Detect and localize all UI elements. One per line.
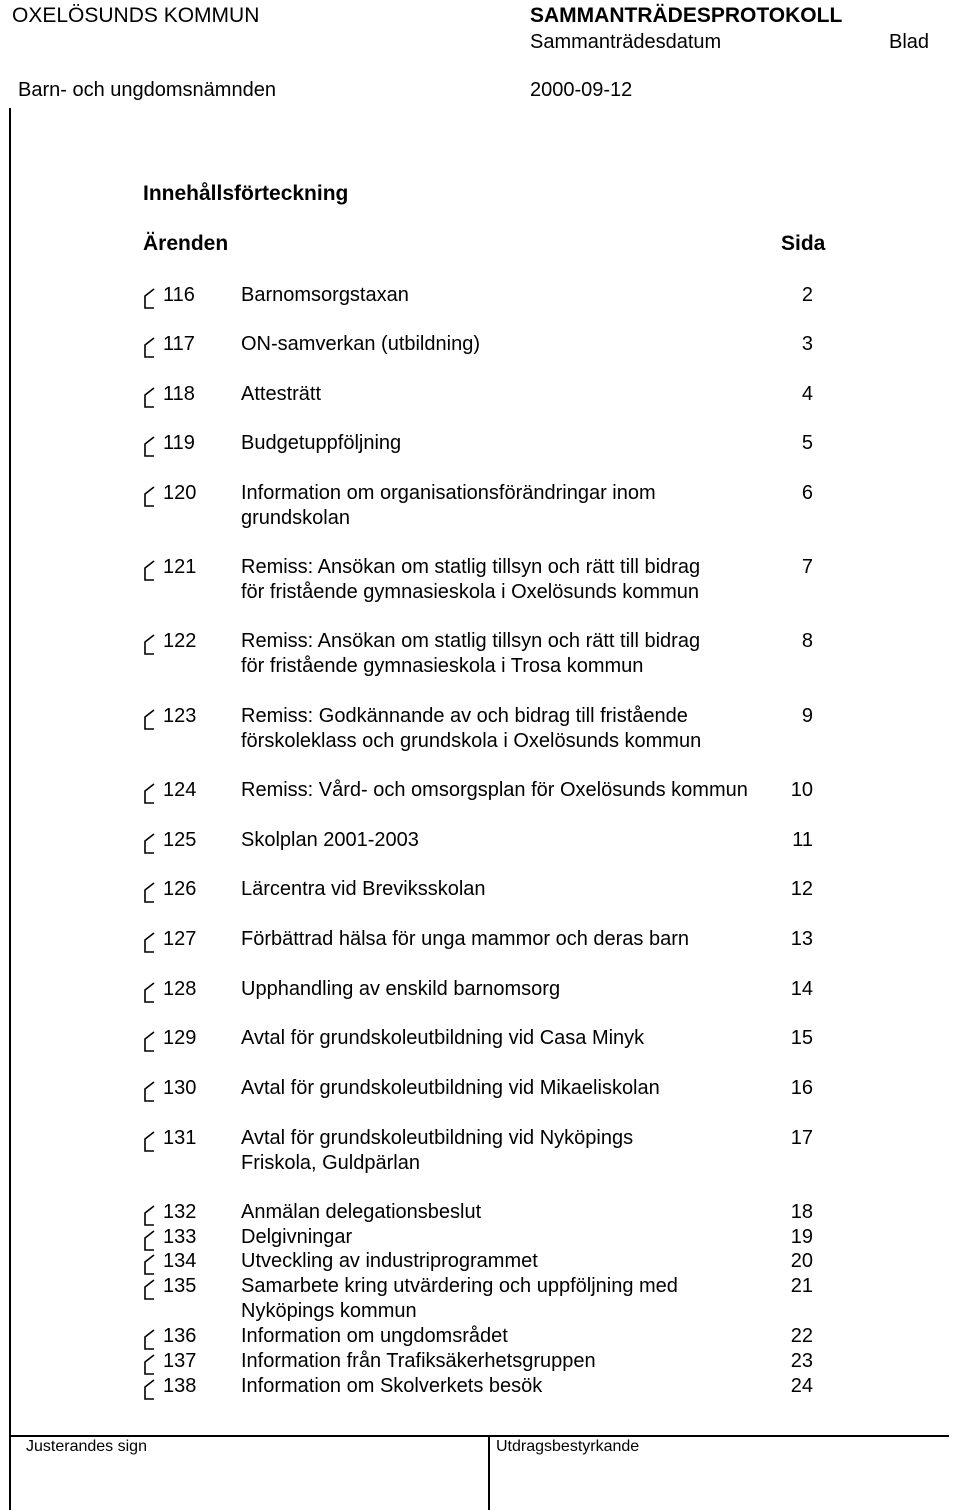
item-title-line: Friskola, Guldpärlan [241,1152,420,1174]
section-mark-icon [143,982,155,1004]
item-number: 131 [163,1127,197,1149]
section-mark-icon [143,1230,155,1252]
item-page-number: 4 [801,383,813,405]
item-title [241,431,786,456]
item-title-line: Lärcentra vid Breviksskolan [241,878,486,900]
item-title-line: Attesträtt [241,383,322,405]
item-page-number: 12 [790,878,813,900]
item-title [241,1324,786,1349]
item-title-line: förskoleklass och grundskola i Oxelösunds kommun [241,730,702,752]
item-title [241,1076,786,1101]
item-page-number: 15 [790,1027,813,1049]
section-mark-icon [143,1205,155,1227]
item-title-line: Remiss: Vård- och omsorgsplan för Oxelösunds kommun [241,779,748,801]
extract-certification-label: Utdragsbestyrkande [496,1438,640,1455]
item-title [241,283,786,308]
item-title-line: Remiss: Ansökan om statlig tillsyn och rätt till bidrag [241,556,701,578]
item-page-number: 7 [801,556,813,578]
signature-label: Justerandes sign [26,1438,147,1455]
item-page-number: 23 [790,1350,813,1372]
item-title-line: Delgivningar [241,1226,353,1248]
item-title-line: Budgetuppföljning [241,432,402,454]
item-number: 137 [163,1350,197,1372]
section-mark-icon [143,1131,155,1153]
item-number: 124 [163,779,197,801]
item-title-line: för fristående gymnasieskola i Oxelösunds kommun [241,581,699,603]
footer-separator-line [488,1435,490,1510]
item-title [241,828,786,853]
document-type: SAMMANTRÄDESPROTOKOLL [530,4,843,27]
item-title-line: Information om ungdomsrådet [241,1325,508,1347]
item-number: 123 [163,705,197,727]
municipality-name: OXELÖSUNDS KOMMUN [12,4,260,27]
meeting-date: 2000-09-12 [530,79,633,101]
item-page-number: 8 [801,630,813,652]
footer-divider-line [9,1435,949,1437]
item-page-number: 11 [792,829,813,851]
item-title [241,704,786,754]
section-mark-icon [143,932,155,954]
item-title-line: Information om organisationsförändringar inom [241,482,656,504]
item-title-line: Utveckling av industriprogrammet [241,1250,538,1272]
item-page-number: 20 [790,1250,813,1272]
item-title [241,555,786,605]
item-page-number: 6 [801,482,813,504]
item-title [241,332,786,357]
item-number: 122 [163,630,197,652]
section-mark-icon [143,288,155,310]
page-label: Blad [889,31,930,53]
item-number: 126 [163,878,197,900]
item-number: 138 [163,1375,197,1397]
item-title-line: ON-samverkan (utbildning) [241,333,480,355]
section-mark-icon [143,436,155,458]
item-title [241,1349,786,1374]
item-page-number: 19 [790,1226,813,1248]
item-title [241,877,786,902]
item-number: 119 [163,432,195,454]
item-page-number: 5 [801,432,813,454]
item-title-line: Avtal för grundskoleutbildning vid Mikaeliskolan [241,1077,660,1099]
item-title-line: Samarbete kring utvärdering och uppföljning med [241,1275,678,1297]
item-page-number: 21 [790,1275,813,1297]
item-number: 120 [163,482,197,504]
item-title-line: Information från Trafiksäkerhetsgruppen [241,1350,596,1372]
item-number: 117 [163,333,195,355]
item-title [241,1249,786,1274]
item-number: 132 [163,1201,197,1223]
item-page-number: 13 [790,928,813,950]
left-border-line [9,108,11,1510]
item-page-number: 10 [790,779,813,801]
item-page-number: 3 [801,333,813,355]
section-mark-icon [143,882,155,904]
section-mark-icon [143,1031,155,1053]
item-number: 133 [163,1226,197,1248]
item-title-line: Remiss: Ansökan om statlig tillsyn och rätt till bidrag [241,630,701,652]
section-mark-icon [143,387,155,409]
date-label: Sammanträdesdatum [530,31,722,53]
item-title [241,1274,786,1324]
item-title-line: Remiss: Godkännande av och bidrag till fristående [241,705,688,727]
item-page-number: 22 [790,1325,813,1347]
toc-title: Innehållsförteckning [143,182,349,205]
item-title [241,1200,786,1225]
item-title [241,629,786,679]
item-number: 116 [163,284,195,306]
item-title-line: Avtal för grundskoleutbildning vid Casa Minyk [241,1027,645,1049]
item-page-number: 18 [790,1201,813,1223]
item-number: 121 [163,556,197,578]
item-title-line: Upphandling av enskild barnomsorg [241,978,561,1000]
item-title [241,927,786,952]
section-mark-icon [143,833,155,855]
item-title [241,1225,786,1250]
item-title-line: Anmälan delegationsbeslut [241,1201,482,1223]
item-title [241,1026,786,1051]
item-page-number: 17 [790,1127,813,1149]
item-page-number: 2 [801,284,813,306]
item-title-line: Nyköpings kommun [241,1300,417,1322]
page-column-header: Sida [781,232,826,255]
item-title-line: Barnomsorgstaxan [241,284,409,306]
items-column-header: Ärenden [143,232,229,255]
item-number: 118 [163,383,195,405]
section-mark-icon [143,486,155,508]
section-mark-icon [143,1254,155,1276]
item-page-number: 14 [790,978,813,1000]
item-title-line: Förbättrad hälsa för unga mammor och deras barn [241,928,689,950]
item-number: 136 [163,1325,197,1347]
item-title-line: för fristående gymnasieskola i Trosa kommun [241,655,644,677]
section-mark-icon [143,1279,155,1301]
section-mark-icon [143,560,155,582]
item-number: 129 [163,1027,197,1049]
committee-name: Barn- och ungdomsnämnden [18,79,276,101]
section-mark-icon [143,1081,155,1103]
section-mark-icon [143,783,155,805]
item-page-number: 9 [801,705,813,727]
item-title [241,382,786,407]
section-mark-icon [143,1379,155,1401]
item-title [241,977,786,1002]
item-title-line: Avtal för grundskoleutbildning vid Nyköpings [241,1127,634,1149]
item-page-number: 16 [790,1077,813,1099]
item-title [241,778,786,803]
section-mark-icon [143,1329,155,1351]
item-number: 130 [163,1077,197,1099]
item-number: 125 [163,829,197,851]
item-title-line: grundskolan [241,507,350,529]
item-number: 134 [163,1250,197,1272]
item-page-number: 24 [790,1375,813,1397]
item-title [241,481,786,531]
item-title [241,1126,786,1176]
section-mark-icon [143,709,155,731]
item-number: 128 [163,978,197,1000]
section-mark-icon [143,634,155,656]
section-mark-icon [143,1354,155,1376]
item-title-line: Information om Skolverkets besök [241,1375,543,1397]
item-number: 135 [163,1275,197,1297]
item-title [241,1374,786,1399]
item-title-line: Skolplan 2001-2003 [241,829,419,851]
item-number: 127 [163,928,197,950]
section-mark-icon [143,337,155,359]
